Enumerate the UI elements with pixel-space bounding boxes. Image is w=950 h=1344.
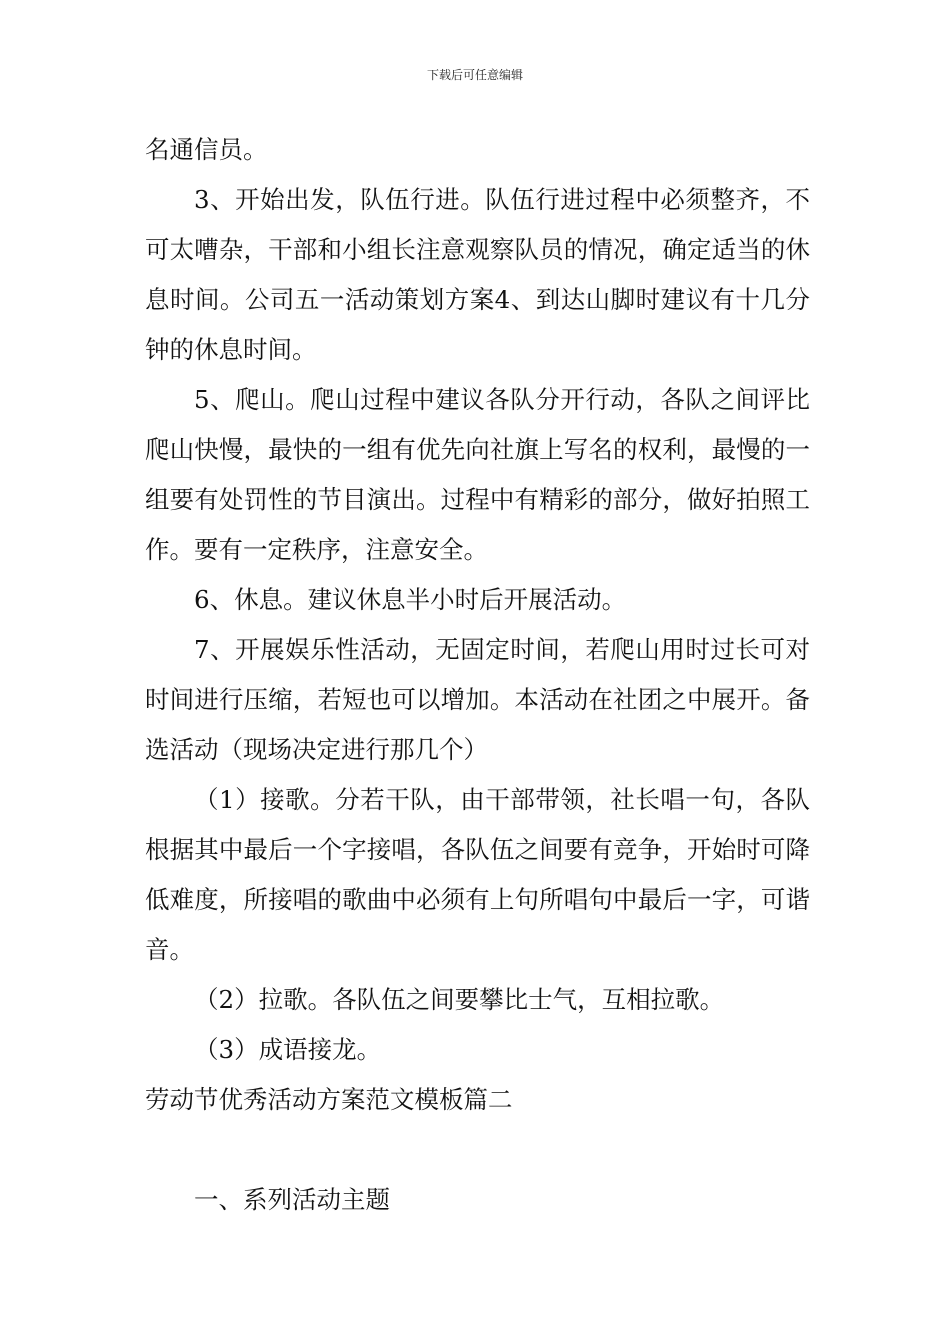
section-heading-1: 一、系列活动主题 — [194, 1185, 390, 1214]
paragraph-activity-2: （2）拉歌。各队伍之间要攀比士气，互相拉歌。 — [194, 985, 725, 1014]
paragraph-step-5: 5、爬山。爬山过程中建议各队分开行动，各队之间评比爬山快慢，最快的一组有优先向社旗上写名的权利，最慢的一组要有处罚性的节目演出。过程中有精彩的部分，做好拍照工作。要有一定秩序，注意安全。 — [145, 385, 810, 564]
document-body — [145, 125, 810, 1225]
section-title: 劳动节优秀活动方案范文模板篇二 — [145, 1085, 513, 1114]
paragraph-step-7: 7、开展娱乐性活动，无固定时间，若爬山用时过长可对时间进行压缩，若短也可以增加。本活动在社团之中展开。备选活动（现场决定进行那几个） — [145, 635, 810, 764]
page-header: 下载后可任意编辑 — [426, 68, 523, 82]
section-spacer — [145, 1125, 810, 1175]
paragraph-activity-3: （3）成语接龙。 — [194, 1035, 382, 1064]
paragraph-step-3: 3、开始出发，队伍行进。队伍行进过程中必须整齐，不可太嘈杂，干部和小组长注意观察队员的情况，确定适当的休息时间。公司五一活动策划方案4、到达山脚时建议有十几分钟的休息时间。 — [145, 185, 810, 364]
paragraph-activity-1: （1）接歌。分若干队，由干部带领，社长唱一句，各队根据其中最后一个字接唱，各队伍之间要有竞争，开始时可降低难度，所接唱的歌曲中必须有上句所唱句中最后一字，可谐音。 — [145, 785, 810, 964]
paragraph-step-6: 6、休息。建议休息半小时后开展活动。 — [194, 585, 627, 614]
paragraph-continuation: 名通信员。 — [145, 135, 268, 164]
